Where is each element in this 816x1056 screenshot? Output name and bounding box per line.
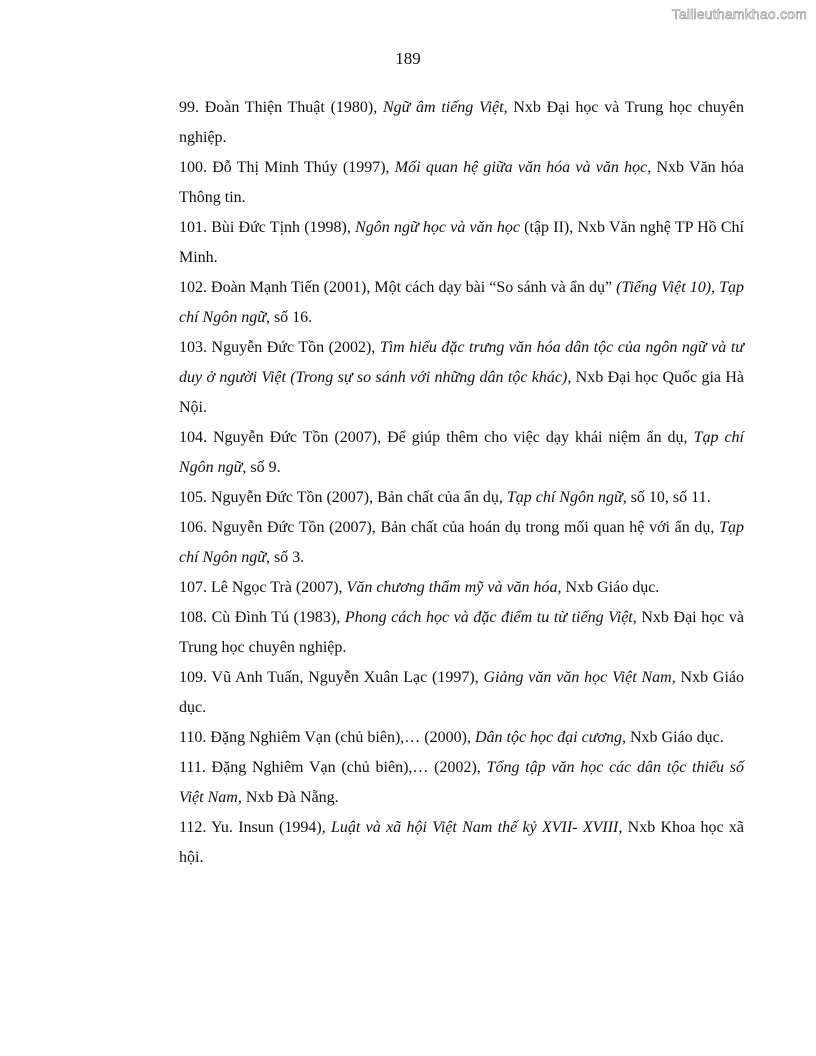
reference-list	[179, 93, 744, 873]
reference-item	[179, 483, 744, 513]
reference-text: 103. Nguyễn Đức Tồn (2002),	[179, 339, 380, 356]
reference-title: (Tiếng Việt 10)	[616, 279, 712, 296]
reference-text: 102. Đoàn Mạnh Tiến (2001), Một cách dạy bài “So sánh và ẩn dụ”	[179, 279, 617, 296]
reference-item	[179, 513, 744, 573]
reference-text: 112. Yu. Insun (1994),	[179, 819, 332, 836]
reference-text: , số 3.	[265, 549, 305, 566]
reference-item	[179, 753, 744, 813]
reference-item	[179, 423, 744, 483]
reference-title: Tìm hiểu đặc trưng văn hóa dân tộc của ngôn ngữ và tư duy ở người Việt (Trong sự so sánh với những dân tộc khác),	[179, 339, 744, 386]
reference-text: Nxb Giáo dục.	[625, 729, 724, 746]
reference-text: , Nxb Giáo dục.	[179, 669, 745, 716]
reference-title: Tạp chí Ngôn ngữ	[179, 279, 745, 326]
reference-text: 105. Nguyễn Đức Tồn (2007), Bản chất của ẩn dụ,	[179, 489, 507, 506]
reference-item	[179, 663, 744, 723]
reference-title: Giảng văn văn học Việt Nam	[483, 669, 672, 686]
reference-item	[179, 603, 744, 663]
reference-text: , số 16.	[265, 309, 313, 326]
reference-title: Phong cách học và đặc điểm tu từ tiếng Việt	[344, 609, 633, 626]
reference-title: Tạp chí Ngôn ngữ	[179, 429, 744, 476]
reference-text: 106. Nguyễn Đức Tồn (2007), Bản chất của hoán dụ trong mối quan hệ với ẩn dụ,	[179, 519, 720, 536]
reference-title: Luật và xã hội Việt Nam thế kỷ XVII- XVIII	[331, 819, 619, 836]
reference-text: 109. Vũ Anh Tuấn, Nguyễn Xuân Lạc (1997),	[179, 669, 484, 686]
reference-text: 100. Đỗ Thị Minh Thúy (1997),	[179, 159, 395, 176]
reference-item	[179, 153, 744, 213]
reference-item	[179, 723, 744, 753]
reference-text: , số 10, số 11.	[622, 489, 711, 506]
reference-text: , Nxb Khoa học xã hội.	[179, 819, 745, 866]
reference-text: Nxb Đại học và Trung học chuyên nghiệp.	[179, 99, 745, 146]
reference-text: (tập II), Nxb Văn nghệ TP Hồ Chí Minh.	[179, 219, 745, 266]
reference-text: 108. Cù Đình Tú (1983),	[179, 609, 345, 626]
reference-title: Mối quan hệ giữa văn hóa và văn học	[394, 159, 648, 176]
reference-text: 101. Bùi Đức Tịnh (1998),	[179, 219, 356, 236]
reference-text: , Nxb Đà Nẵng.	[237, 789, 339, 806]
reference-text: 99. Đoàn Thiện Thuật (1980),	[179, 99, 383, 116]
reference-item	[179, 273, 744, 333]
reference-text: , Nxb Đại học và Trung học chuyên nghiệp.	[179, 609, 745, 656]
reference-title: Tổng tập văn học các dân tộc thiểu số Việt Nam	[179, 759, 745, 806]
reference-text: , Nxb Giáo dục.	[557, 579, 660, 596]
reference-item	[179, 213, 744, 273]
reference-item	[179, 813, 744, 873]
reference-text: Nxb Đại học Quốc gia Hà Nội.	[179, 369, 745, 416]
reference-text: , số 9.	[242, 459, 281, 476]
reference-title: Văn chương thẩm mỹ và văn hóa	[346, 579, 558, 596]
reference-text: 107. Lê Ngọc Trà (2007),	[179, 579, 347, 596]
reference-title: Tạp chí Ngôn ngữ	[179, 519, 744, 566]
reference-item	[179, 333, 744, 423]
reference-text: , Nxb Văn hóa Thông tin.	[179, 159, 745, 206]
watermark-text: Tailieuthamkhao.com	[671, 6, 807, 22]
reference-item	[179, 93, 744, 153]
reference-text: 110. Đặng Nghiêm Vạn (chủ biên),… (2000),	[179, 729, 475, 746]
reference-text: 104. Nguyễn Đức Tồn (2007), Để giúp thêm cho việc dạy khái niệm ẩn dụ,	[179, 429, 694, 446]
page-number: 189	[395, 49, 421, 68]
reference-item	[179, 573, 744, 603]
reference-text: 111. Đặng Nghiêm Vạn (chủ biên),… (2002),	[179, 759, 487, 776]
reference-text: ,	[711, 279, 720, 296]
reference-title: Ngữ âm tiếng Việt,	[382, 99, 508, 116]
reference-title: Dân tộc học đại cương,	[474, 729, 626, 746]
reference-title: Ngôn ngữ học và văn học	[355, 219, 520, 236]
reference-title: Tạp chí Ngôn ngữ	[506, 489, 623, 506]
